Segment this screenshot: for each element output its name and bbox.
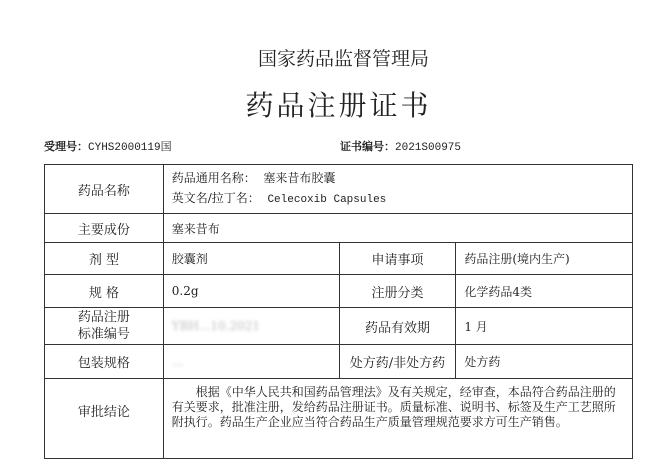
standard-number-value: YBH...10.2021 <box>163 308 339 345</box>
package-value: ... <box>163 345 339 379</box>
dosage-form-value: 胶囊剂 <box>163 243 339 275</box>
conclusion-label: 审批结论 <box>45 379 164 459</box>
class-label: 注册分类 <box>339 275 456 308</box>
spec-label: 规 格 <box>45 275 164 308</box>
table-row <box>45 379 633 459</box>
english-name-value: Celecoxib Capsules <box>267 194 387 206</box>
acceptance-label: 受理号： <box>44 140 88 153</box>
table-row <box>45 275 633 308</box>
certificate-table <box>44 164 633 459</box>
table-row <box>45 308 633 345</box>
certificate-number <box>340 138 461 154</box>
generic-name-label: 药品通用名称： <box>171 171 256 185</box>
table-row <box>45 243 633 275</box>
standard-label-line1: 药品注册 <box>77 310 130 325</box>
validity-label: 药品有效期 <box>339 308 456 345</box>
english-name-label: 英文名/拉丁名： <box>171 191 260 205</box>
application-value: 药品注册(境内生产) <box>456 243 633 275</box>
standard-label-line2: 标准编号 <box>77 327 130 342</box>
certificate-label: 证书编号： <box>340 140 395 153</box>
drug-name-label: 药品名称 <box>45 165 164 214</box>
table-row <box>45 345 633 379</box>
dosage-form-label: 剂 型 <box>45 243 164 275</box>
acceptance-value: CYHS2000119国 <box>88 142 172 154</box>
rx-value: 处方药 <box>456 345 633 379</box>
conclusion-text: 根据《中华人民共和国药品管理法》及有关规定，经审查，本品符合药品注册的有关要求，批准注册，发给药品注册证书。质量标准、说明书、标签及生产工艺照所附执行。药品生产企业应当符合药品生产质量管理规范要求方可生产销售。 <box>163 379 632 459</box>
rx-label: 处方药/非处方药 <box>339 345 456 379</box>
acceptance-number <box>44 138 172 154</box>
table-row <box>45 214 633 243</box>
validity-value: 1 月 <box>456 308 633 345</box>
ingredient-value: 塞来昔布 <box>163 214 632 243</box>
application-label: 申请事项 <box>339 243 456 275</box>
spec-value: 0.2g <box>163 275 339 308</box>
class-value: 化学药品4类 <box>456 275 633 308</box>
drug-name-cell <box>163 165 632 214</box>
ingredient-label: 主要成份 <box>45 214 164 243</box>
package-label: 包装规格 <box>45 345 164 379</box>
table-row <box>45 165 633 214</box>
document-title: 药品注册证书 <box>245 89 432 122</box>
generic-name-value: 塞来昔布胶囊 <box>263 171 336 185</box>
certificate-value: 2021S00975 <box>395 142 462 154</box>
standard-number-label <box>45 308 164 345</box>
authority-name: 国家药品监督管理局 <box>257 48 429 70</box>
